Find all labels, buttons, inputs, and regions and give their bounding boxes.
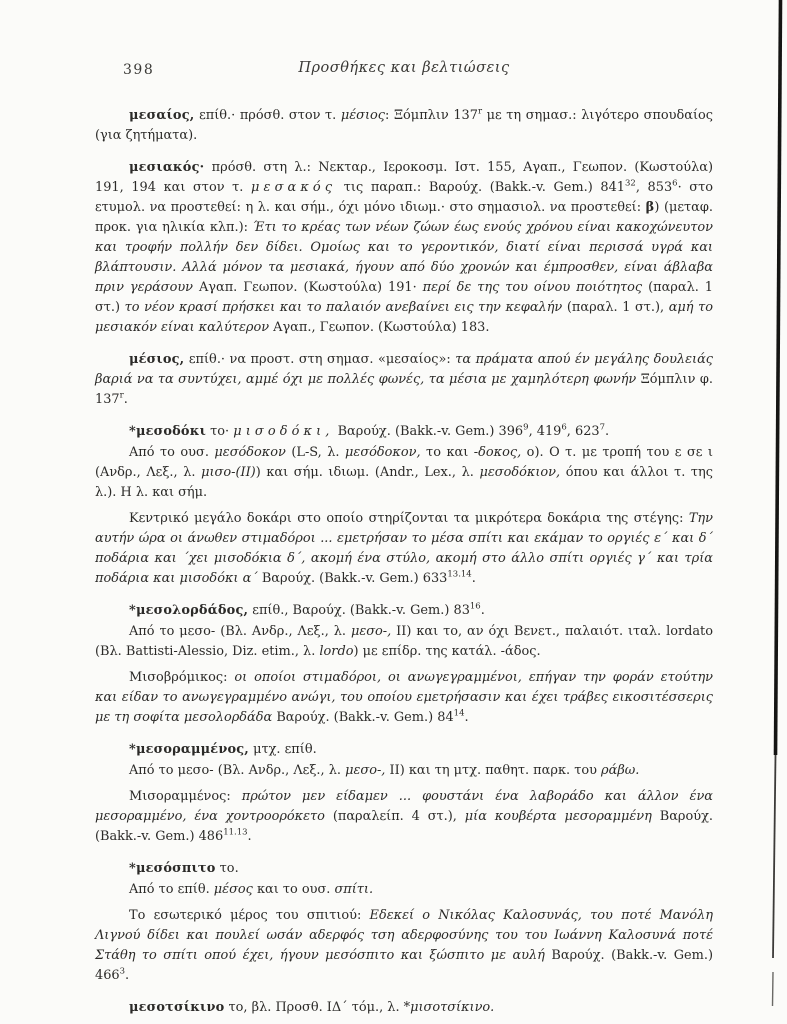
text-run: Από το μεσο- (Βλ. Ανδρ., Λεξ., λ. <box>129 624 351 639</box>
reference-superscript: 9 <box>523 422 529 433</box>
text-run: με τη σημασ.: λιγότερο σπουδαίος (για ζητήματα). <box>95 108 714 143</box>
reference-superscript: 13.14 <box>447 569 472 580</box>
entry-paragraph <box>95 350 713 410</box>
text-run: ) με επίδρ. της κατάλ. -άδος. <box>353 644 541 659</box>
text-run: μεσακός <box>251 180 337 195</box>
reference-superscript: 14 <box>453 708 465 719</box>
reference-superscript: 3 <box>119 966 126 977</box>
text-run: Από το ουσ. <box>129 445 215 460</box>
text-run: Το εσωτερικό μέρος του σπιτιού: <box>129 908 370 923</box>
headword-run: μεσοτσίκινο <box>129 1000 225 1015</box>
text-run: (L-S, λ. <box>285 445 346 460</box>
text-run: Ξόμπλιν φ. 137 <box>95 372 713 407</box>
text-run: : Ξόμπλιν 137 <box>385 108 478 123</box>
text-run: το. <box>215 861 239 876</box>
reference-superscript: 6 <box>561 422 567 433</box>
text-run: το και <box>420 445 474 460</box>
paragraph <box>95 622 713 662</box>
text-run: μεσο-, <box>350 624 392 639</box>
reference-superscript: 11.13 <box>223 827 248 838</box>
page-number: 398 <box>123 62 155 78</box>
headword-run: *μεσολορδάδος, <box>129 603 249 618</box>
reference-superscript: r <box>477 106 483 117</box>
text-run: Κεντρικό μεγάλο δοκάρι στο οποίο στηρίζονται τα μικρότερα δοκάρια της στέγης: <box>129 511 689 526</box>
headword-run: μέσιος, <box>129 352 185 367</box>
text-run: Από το μεσο- (Βλ. Ανδρ., Λεξ., λ. <box>129 763 346 778</box>
text-run: ) και σήμ. ιδιωμ. (Andr., Lex., λ. <box>255 465 480 480</box>
text-run: μισο-(ΙΙ) <box>201 465 256 480</box>
entry-paragraph <box>95 158 713 338</box>
headword-run: β <box>645 200 655 215</box>
text-run: τις παραπ.: Βαρούχ. (Bakk.-v. Gem.) 841 <box>336 180 625 195</box>
text-run: το, βλ. Προσθ. ΙΔ΄ τόμ., λ. * <box>224 1000 411 1015</box>
text-run: Αγαπ., Γεωπον. (Κωστούλα) 183. <box>269 320 490 335</box>
headword-run: *μεσοραμμένος, <box>129 742 249 757</box>
text-run: Βαρούχ. (Bakk.-v. Gem.) 396 <box>333 424 524 439</box>
paragraph <box>95 880 713 900</box>
text-run: Αγαπ. Γεωπον. (Κωστούλα) 191· <box>193 280 423 295</box>
page-header <box>95 60 713 84</box>
text-run: μτχ. επίθ. <box>249 742 317 757</box>
text-run: Μισοραμμένος: <box>129 789 242 804</box>
reference-superscript: 32 <box>624 178 636 189</box>
text-run: ΙΙ) και τη μτχ. παθητ. παρκ. του <box>385 763 602 778</box>
text-run: (παραλ. 1 στ.) <box>95 280 713 315</box>
text-run: μισοτσίκινο. <box>410 1000 495 1015</box>
text-run: περί δε της του οίνου ποιότητος <box>422 280 643 295</box>
text-run: . <box>125 968 130 983</box>
text-run: όπου και άλλοι τ. της λ.). Η λ. και σήμ. <box>95 465 713 500</box>
headword-run: *μεσοδόκι <box>129 424 207 439</box>
text-run: Βαρούχ. (Bakk.-v. Gem.) 466 <box>95 948 713 983</box>
entry-paragraph <box>95 422 713 442</box>
text-run: Βαρούχ. (Bakk.-v. Gem.) 84 <box>272 710 454 725</box>
text-run: σπίτι. <box>334 882 374 897</box>
paragraph <box>95 787 713 847</box>
text-run: Βαρούχ. (Bakk.-v. Gem.) 486 <box>95 809 713 844</box>
text-run: και το ουσ. <box>252 882 335 897</box>
reference-superscript: r <box>119 390 124 401</box>
text-run: Την αυτήν ώρα οι άνωθεν στιμαδόροι ... εμετρήσαν το μέσα σπίτι και εκάμαν το οργιές ε΄ και δ΄ ποδάρια και ΄χει μισοδόκια δ΄, ακομή ένα στύλο, ακομή στο άλλο σπίτι οργιές γ΄ και τρία ποδάρια και μισοδόκι α΄ <box>95 511 713 586</box>
entries-container <box>95 106 713 1018</box>
reference-superscript: 16 <box>469 601 481 612</box>
entry-paragraph <box>95 740 713 760</box>
text-run: . <box>480 603 485 618</box>
text-block <box>95 60 713 1018</box>
entry-paragraph <box>95 601 713 621</box>
headword-run: *μεσόσπιτο <box>129 861 216 876</box>
paragraph <box>95 761 713 781</box>
text-run: πρόσθ. στη λ.: Νεκταρ., Ιεροκοσμ. Ιστ. 155, Αγαπ., Γεωπον. (Κωστούλα) 191, 194 και στον τ. <box>95 160 713 195</box>
text-run: μεσόδοκον <box>214 445 286 460</box>
text-run: ράβω. <box>601 763 640 778</box>
text-run: επίθ.· πρόσθ. στον τ. <box>194 108 341 123</box>
text-run: Βαρούχ. (Bakk.-v. Gem.) 633 <box>257 571 448 586</box>
text-run: (παραλείπ. 4 στ.), <box>324 809 465 824</box>
entry-paragraph <box>95 106 713 146</box>
text-run: μία κουβέρτα μεσοραμμένη <box>464 809 652 824</box>
text-run: , 419 <box>528 424 562 439</box>
text-run: τα πράματα απού έν μεγάλης δουλειάς βαριά να τα συντύχει, αμμέ όχι με πολλές φωνές, τα μέσια με χαμηλότερη φωνήν <box>95 352 713 387</box>
text-run: μεσόδοκον, <box>345 445 421 460</box>
text-run: . <box>123 392 128 407</box>
text-run: Έτι το κρέας των νέων ζώων έως ενούς χρόνου είναι κακοχώνευτον και τροφήν πολλήν δεν δίδει. Ομοίως και το γεροντικόν, διατί είναι περισσά υγρά και βλάπτουσιν. Αλλά μόνον τα μεσιακά, ήγουν από δύο χρονών και έμπροσθεν, είναι άβλαβα πριν γεράσουν <box>95 220 713 295</box>
paragraph <box>95 443 713 503</box>
text-run: μεσο-, <box>345 763 386 778</box>
text-run: . <box>605 424 610 439</box>
text-run: μεσοδόκιον, <box>479 465 561 480</box>
entry-paragraph <box>95 859 713 879</box>
text-run: επίθ., Βαρούχ. (Bakk.-v. Gem.) 83 <box>248 603 470 618</box>
text-run: Από το επίθ. <box>129 882 214 897</box>
text-run: . <box>471 571 476 586</box>
text-run: ) (μεταφ. προκ. για ηλικία κλπ.): <box>95 200 713 235</box>
text-run: . <box>247 829 252 844</box>
text-run: μέσος <box>213 882 253 897</box>
text-run: , 623 <box>566 424 600 439</box>
text-run: Εδεκεί ο Νικόλας Καλοσυνάς, του ποτέ Μανόλη Λιγνού δίδει και πουλεί ωσάν αδερφός τση αδερφοσύνης του του Ιωάννη Καλοσυνά ποτέ Στάθη το σπίτι οπού έχει, ήγουν μεσόσπιτο και ξώσπιτο με αυλή <box>95 908 713 963</box>
text-run: -δοκος, <box>473 445 522 460</box>
text-run: μισοδόκι, <box>233 424 334 439</box>
text-run: αμή το μεσιακόν είναι καλύτερον <box>95 300 713 335</box>
headword-run: μεσαίος, <box>129 108 195 123</box>
headword-run: μεσιακός· <box>129 160 205 175</box>
text-run: lordo <box>319 644 354 659</box>
text-run: επίθ.· να προστ. στη σημασ. «μεσαίος»: <box>184 352 456 367</box>
reference-superscript: 7 <box>599 422 606 433</box>
running-title: Προσθήκες και βελτιώσεις <box>298 60 510 76</box>
paragraph <box>95 509 713 589</box>
paragraph <box>95 668 713 728</box>
reference-superscript: 6 <box>672 178 678 189</box>
text-run: οι οποίοι στιμαδόροι, οι ανωγεγραμμένοι, επήγαν την φοράν ετούτην και είδαν το ανωγεγραμμένο ανώγι, του οποίου εμετρήσασιν και έχει τράβες εικοσιτέσσερις με τη σοφίτα μεσολορδάδα <box>95 670 714 725</box>
text-run: ο). Ο τ. με τροπή του ε σε ι (Ανδρ., Λεξ., λ. <box>95 445 713 480</box>
text-run: Μισοβρόμικος: <box>129 670 235 685</box>
text-run: το· <box>206 424 234 439</box>
text-run: το νέον κρασί πρήσκει και το παλαιόν ανεβαίνει εις την κεφαλήν <box>124 300 563 315</box>
text-run: ΙΙ) και το, αν όχι Βενετ., παλαιότ. ιταλ. lordato (Βλ. Battisti-Alessio, Diz. etim., λ. <box>95 624 713 659</box>
text-run: (παραλ. 1 στ.), <box>562 300 669 315</box>
text-run: · στο ετυμολ. να προστεθεί: η λ. και σήμ., όχι μόνο ιδιωμ.· στο σημασιολ. να προστεθεί: <box>95 180 713 215</box>
text-run: , 853 <box>635 180 673 195</box>
text-run: . <box>464 710 469 725</box>
text-run: μέσιος <box>340 108 386 123</box>
entry-paragraph <box>95 998 713 1018</box>
text-run: πρώτον μεν είδαμεν ... φουστάνι ένα λαβοράδο και άλλον ένα μεσοραμμένο, ένα χοντροορόκετο <box>95 789 713 824</box>
paragraph <box>95 906 713 986</box>
